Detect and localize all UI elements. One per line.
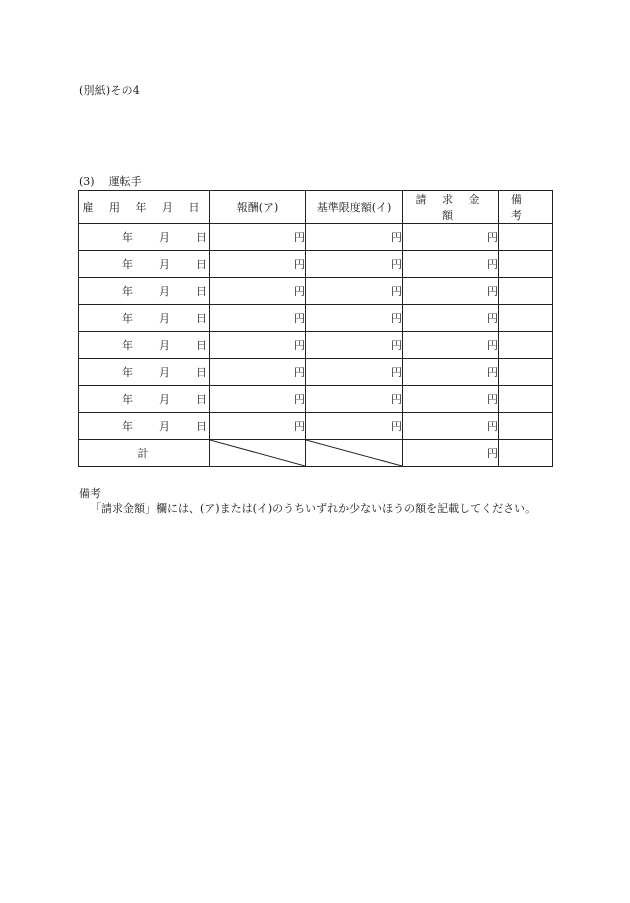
table-row [79,359,553,386]
driver-pay-table [78,190,553,467]
month-unit: 月 [159,366,170,379]
table-row [79,386,553,413]
notes-field[interactable] [499,278,553,305]
pay-field[interactable]: 円 [210,251,306,278]
month-unit: 月 [159,231,170,244]
month-unit: 月 [159,420,170,433]
day-unit: 日 [196,339,207,352]
day-unit: 日 [196,312,207,325]
table-row [79,413,553,440]
notes-field[interactable] [499,224,553,251]
day-unit: 日 [196,258,207,271]
notes-field[interactable] [499,305,553,332]
standard-limit-total-crossed-out [306,440,403,467]
table-row [79,224,553,251]
table-row [79,305,553,332]
standard-limit-field[interactable]: 円 [306,359,403,386]
pay-field[interactable]: 円 [210,413,306,440]
pay-field[interactable]: 円 [210,224,306,251]
day-unit: 日 [196,231,207,244]
pay-field[interactable]: 円 [210,332,306,359]
year-unit: 年 [122,366,133,379]
month-unit: 月 [159,339,170,352]
pay-field[interactable]: 円 [210,359,306,386]
employment-date-field[interactable] [79,413,210,440]
pay-total-crossed-out [210,440,306,467]
pay-field[interactable]: 円 [210,305,306,332]
month-unit: 月 [159,393,170,406]
month-unit: 月 [159,258,170,271]
standard-limit-field[interactable]: 円 [306,305,403,332]
standard-limit-field[interactable]: 円 [306,278,403,305]
header-standard-limit: 基準限度額(イ) [306,191,403,224]
employment-date-field[interactable] [79,332,210,359]
standard-limit-field[interactable]: 円 [306,251,403,278]
notes-field[interactable] [499,413,553,440]
year-unit: 年 [122,285,133,298]
day-unit: 日 [196,393,207,406]
table-header-row [79,191,553,224]
table-row [79,278,553,305]
claim-amount-field[interactable]: 円 [403,278,499,305]
notes-field[interactable] [499,332,553,359]
claim-amount-field[interactable]: 円 [403,305,499,332]
header-employment-date: 雇 用 年 月 日 [79,191,210,224]
total-row [79,440,553,467]
section-number: (3) [79,175,95,188]
table-row [79,251,553,278]
header-pay: 報酬(ア) [210,191,306,224]
standard-limit-field[interactable]: 円 [306,413,403,440]
section-title [79,173,142,189]
header-claim-amount: 請 求 金 額 [403,191,499,224]
year-unit: 年 [122,420,133,433]
standard-limit-field[interactable]: 円 [306,386,403,413]
section-name: 運転手 [108,175,142,188]
claim-amount-field[interactable]: 円 [403,413,499,440]
standard-limit-field[interactable]: 円 [306,332,403,359]
diagonal-strike [210,440,305,466]
notes-field[interactable] [499,251,553,278]
table-row [79,332,553,359]
diagonal-strike [306,440,402,466]
employment-date-field[interactable] [79,224,210,251]
notes-field[interactable] [499,386,553,413]
claim-amount-field[interactable]: 円 [403,224,499,251]
year-unit: 年 [122,258,133,271]
claim-amount-field[interactable]: 円 [403,386,499,413]
attachment-label: (別紙)その4 [79,84,140,97]
claim-amount-field[interactable]: 円 [403,359,499,386]
year-unit: 年 [122,339,133,352]
employment-date-field[interactable] [79,278,210,305]
day-unit: 日 [196,285,207,298]
month-unit: 月 [159,312,170,325]
notes-total-field[interactable] [499,440,553,467]
employment-date-field[interactable] [79,251,210,278]
header-notes: 備 考 [499,191,553,224]
day-unit: 日 [196,366,207,379]
total-label: 計 [79,440,210,467]
employment-date-field[interactable] [79,386,210,413]
year-unit: 年 [122,231,133,244]
year-unit: 年 [122,312,133,325]
remarks-text: 「請求金額」欄には、(ア)または(イ)のうちいずれか少ないほうの額を記載してください。 [90,502,537,515]
standard-limit-field[interactable]: 円 [306,224,403,251]
day-unit: 日 [196,420,207,433]
claim-amount-field[interactable]: 円 [403,332,499,359]
notes-field[interactable] [499,359,553,386]
claim-amount-total-field[interactable]: 円 [403,440,499,467]
year-unit: 年 [122,393,133,406]
month-unit: 月 [159,285,170,298]
pay-field[interactable]: 円 [210,278,306,305]
pay-field[interactable]: 円 [210,386,306,413]
claim-amount-field[interactable]: 円 [403,251,499,278]
employment-date-field[interactable] [79,305,210,332]
employment-date-field[interactable] [79,359,210,386]
remarks-heading: 備考 [79,487,101,500]
